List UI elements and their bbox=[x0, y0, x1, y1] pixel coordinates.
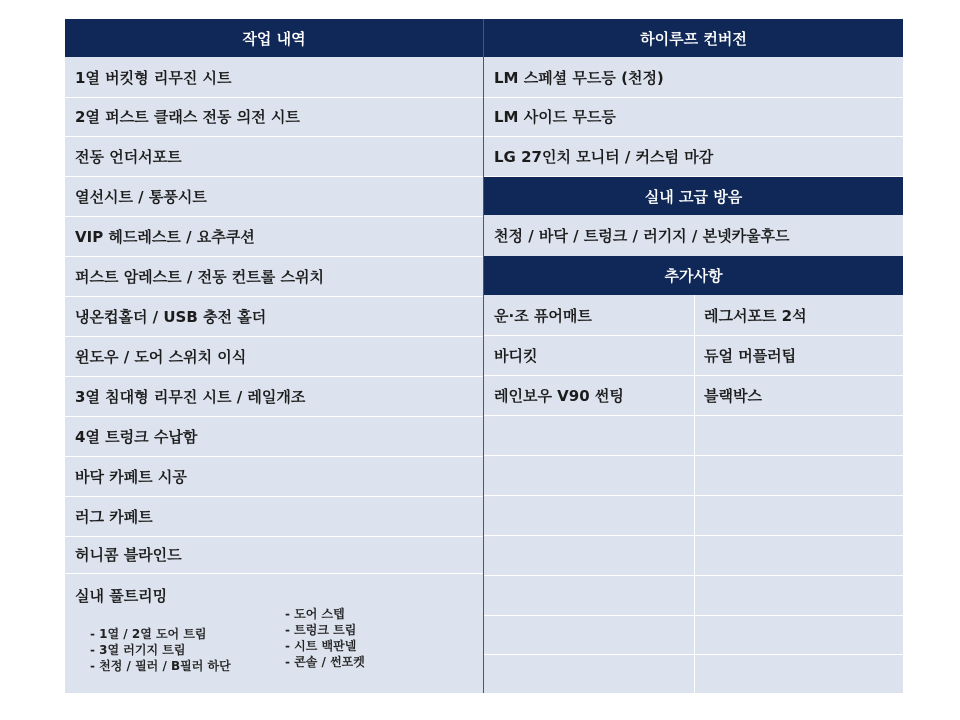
row-divider bbox=[65, 216, 483, 217]
row-divider bbox=[65, 136, 483, 137]
row-divider bbox=[484, 136, 903, 137]
work-table bbox=[65, 19, 903, 693]
left-row-11: 바닥 카페트 시공 bbox=[75, 467, 187, 486]
extra-cell: 레그서포트 2석 bbox=[704, 306, 807, 325]
right-row-1: LM 스페셜 무드등 (천정) bbox=[494, 68, 664, 87]
extra-cell: 듀얼 머플러팁 bbox=[704, 346, 797, 365]
extras-column-divider bbox=[694, 295, 695, 693]
row-divider bbox=[484, 176, 903, 177]
left-row-13: 허니콤 블라인드 bbox=[75, 546, 182, 564]
left-row-4: 열선시트 / 통풍시트 bbox=[75, 187, 207, 206]
right-header-3: 추가사항 bbox=[484, 256, 903, 295]
left-row-12: 러그 카페트 bbox=[75, 507, 153, 526]
left-row-5: VIP 헤드레스트 / 요추쿠션 bbox=[75, 227, 255, 246]
extra-cell: 블랙박스 bbox=[704, 386, 762, 405]
trim-sub-item: - 시트 백판넬 bbox=[285, 639, 357, 653]
right-row-4: 천정 / 바닥 / 트렁크 / 러기지 / 본넷카울후드 bbox=[494, 226, 790, 245]
row-divider bbox=[484, 97, 903, 98]
left-row-10: 4열 트렁크 수납함 bbox=[75, 427, 198, 446]
extra-cell: 바디킷 bbox=[494, 346, 538, 365]
trim-sub-item: - 3열 러기지 트림 bbox=[90, 643, 186, 657]
trim-sub-item: - 도어 스텝 bbox=[285, 607, 345, 621]
trim-sub-item: - 천정 / 필러 / B필러 하단 bbox=[90, 659, 231, 673]
row-divider bbox=[65, 573, 483, 574]
row-divider bbox=[65, 97, 483, 98]
right-header-1: 하이루프 컨버전 bbox=[484, 19, 903, 57]
left-row-3: 전동 언더서포트 bbox=[75, 147, 182, 166]
left-row-14-title: 실내 풀트리밍 bbox=[75, 586, 168, 605]
row-divider bbox=[65, 296, 483, 297]
right-row-3: LG 27인치 모니터 / 커스텀 마감 bbox=[494, 147, 714, 166]
row-divider bbox=[65, 416, 483, 417]
row-divider bbox=[65, 456, 483, 457]
row-divider bbox=[65, 336, 483, 337]
left-row-9: 3열 침대형 리무진 시트 / 레일개조 bbox=[75, 387, 306, 406]
trim-sub-item: - 1열 / 2열 도어 트림 bbox=[90, 627, 207, 641]
right-row-2: LM 사이드 무드등 bbox=[494, 108, 616, 126]
trim-sublist-b bbox=[285, 606, 365, 670]
left-row-6: 퍼스트 암레스트 / 전동 컨트롤 스위치 bbox=[75, 267, 324, 286]
left-row-2: 2열 퍼스트 클래스 전동 의전 시트 bbox=[75, 108, 300, 126]
right-header-2: 실내 고급 방음 bbox=[484, 177, 903, 215]
left-header: 작업 내역 bbox=[65, 19, 483, 57]
left-row-8: 윈도우 / 도어 스위치 이식 bbox=[75, 347, 247, 366]
row-divider bbox=[65, 176, 483, 177]
row-divider bbox=[65, 536, 483, 537]
trim-sub-item: - 콘솔 / 썬포켓 bbox=[285, 655, 365, 669]
row-divider bbox=[65, 376, 483, 377]
extra-cell: 레인보우 V90 썬팅 bbox=[494, 386, 624, 405]
left-row-1: 1열 버킷형 리무진 시트 bbox=[75, 68, 232, 87]
extra-cell: 운·조 퓨어매트 bbox=[494, 306, 592, 325]
row-divider bbox=[65, 496, 483, 497]
left-row-7: 냉온컵홀더 / USB 충전 홀더 bbox=[75, 307, 267, 326]
row-divider bbox=[65, 256, 483, 257]
trim-sublist-a bbox=[90, 626, 231, 674]
trim-sub-item: - 트렁크 트림 bbox=[285, 623, 357, 637]
